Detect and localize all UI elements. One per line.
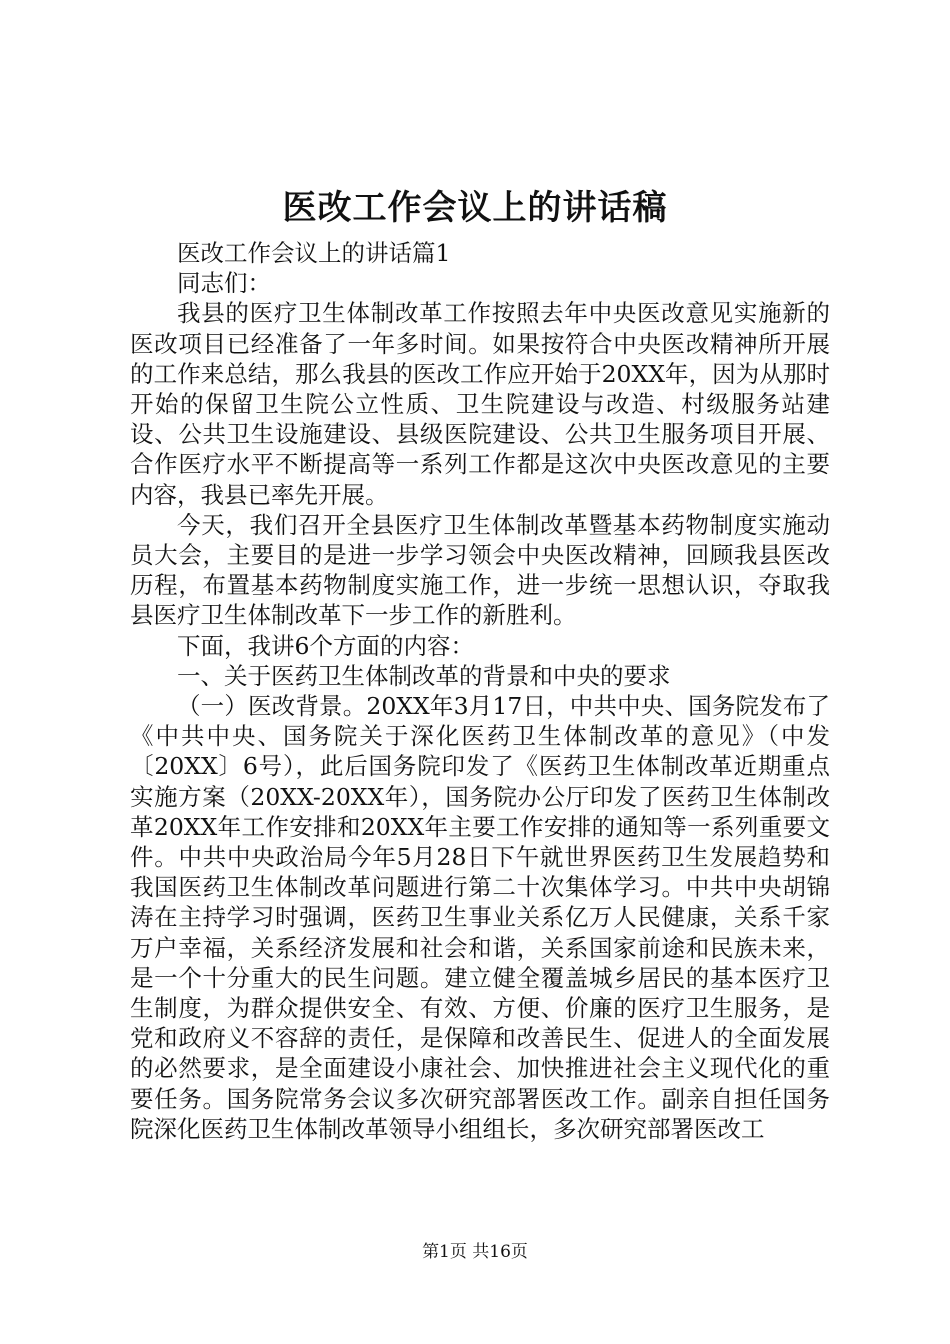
body-paragraph: 我县的医疗卫生体制改革工作按照去年中央医改意见实施新的医改项目已经准备了一年多时间。如果按符合中央医改精神所开展的工作来总结，那么我县的医改工作应开始于20XX年，因为从那时开始的保留卫生院公立性质、卫生院建设与改造、村级服务站建设、公共卫生设施建设、县级医院建设、公共卫生服务项目开展、合作医疗水平不断提高等一系列工作都是这次中央医改意见的主要内容，我县已率先开展。 — [130, 299, 830, 509]
body-paragraph: 今天，我们召开全县医疗卫生体制改革暨基本药物制度实施动员大会，主要目的是进一步学习领会中央医改精神，回顾我县医改历程，布置基本药物制度实施工作，进一步统一思想认识，夺取我县医疗卫生体制改革下一步工作的新胜利。 — [130, 510, 830, 630]
page-number-footer: 第1页 共16页 — [422, 1242, 528, 1262]
salutation: 同志们： — [177, 269, 271, 298]
body-paragraph: 下面，我讲6个方面的内容： — [177, 631, 474, 660]
document-body — [130, 238, 830, 1144]
body-paragraph: （一）医改背景。20XX年3月17日，中共中央、国务院发布了《中共中央、国务院关于深化医药卫生体制改革的意见》（中发〔20XX〕6号），此后国务院印发了《医药卫生体制改革近期重点实施方案（20XX-20XX年），国务院办公厅印发了医药卫生体制改革20XX年工作安排和20XX年主要工作安排的通知等一系列重要文件。中共中央政治局今年5月28日下午就世界医药卫生发展趋势和我国医药卫生体制改革问题进行第二十次集体学习。中共中央胡锦涛在主持学习时强调，医药卫生事业关系亿万人民健康，关系千家万户幸福，关系经济发展和社会和谐，关系国家前途和民族未来，是一个十分重大的民生问题。建立健全覆盖城乡居民的基本医疗卫生制度，为群众提供安全、有效、方便、价廉的医疗卫生服务，是党和政府义不容辞的责任，是保障和改善民生、促进人的全面发展的必然要求，是全面建设小康社会、加快推进社会主义现代化的重要任务。国务院常务会议多次研究部署医改工作。副亲自担任国务院深化医药卫生体制改革领导小组组长，多次研究部署医改工 — [130, 692, 830, 1143]
section-heading: 医改工作会议上的讲话篇1 — [177, 239, 451, 267]
section-subheading: 一、关于医药卫生体制改革的背景和中央的要求 — [177, 661, 671, 690]
document-title: 医改工作会议上的讲话稿 — [282, 188, 668, 228]
